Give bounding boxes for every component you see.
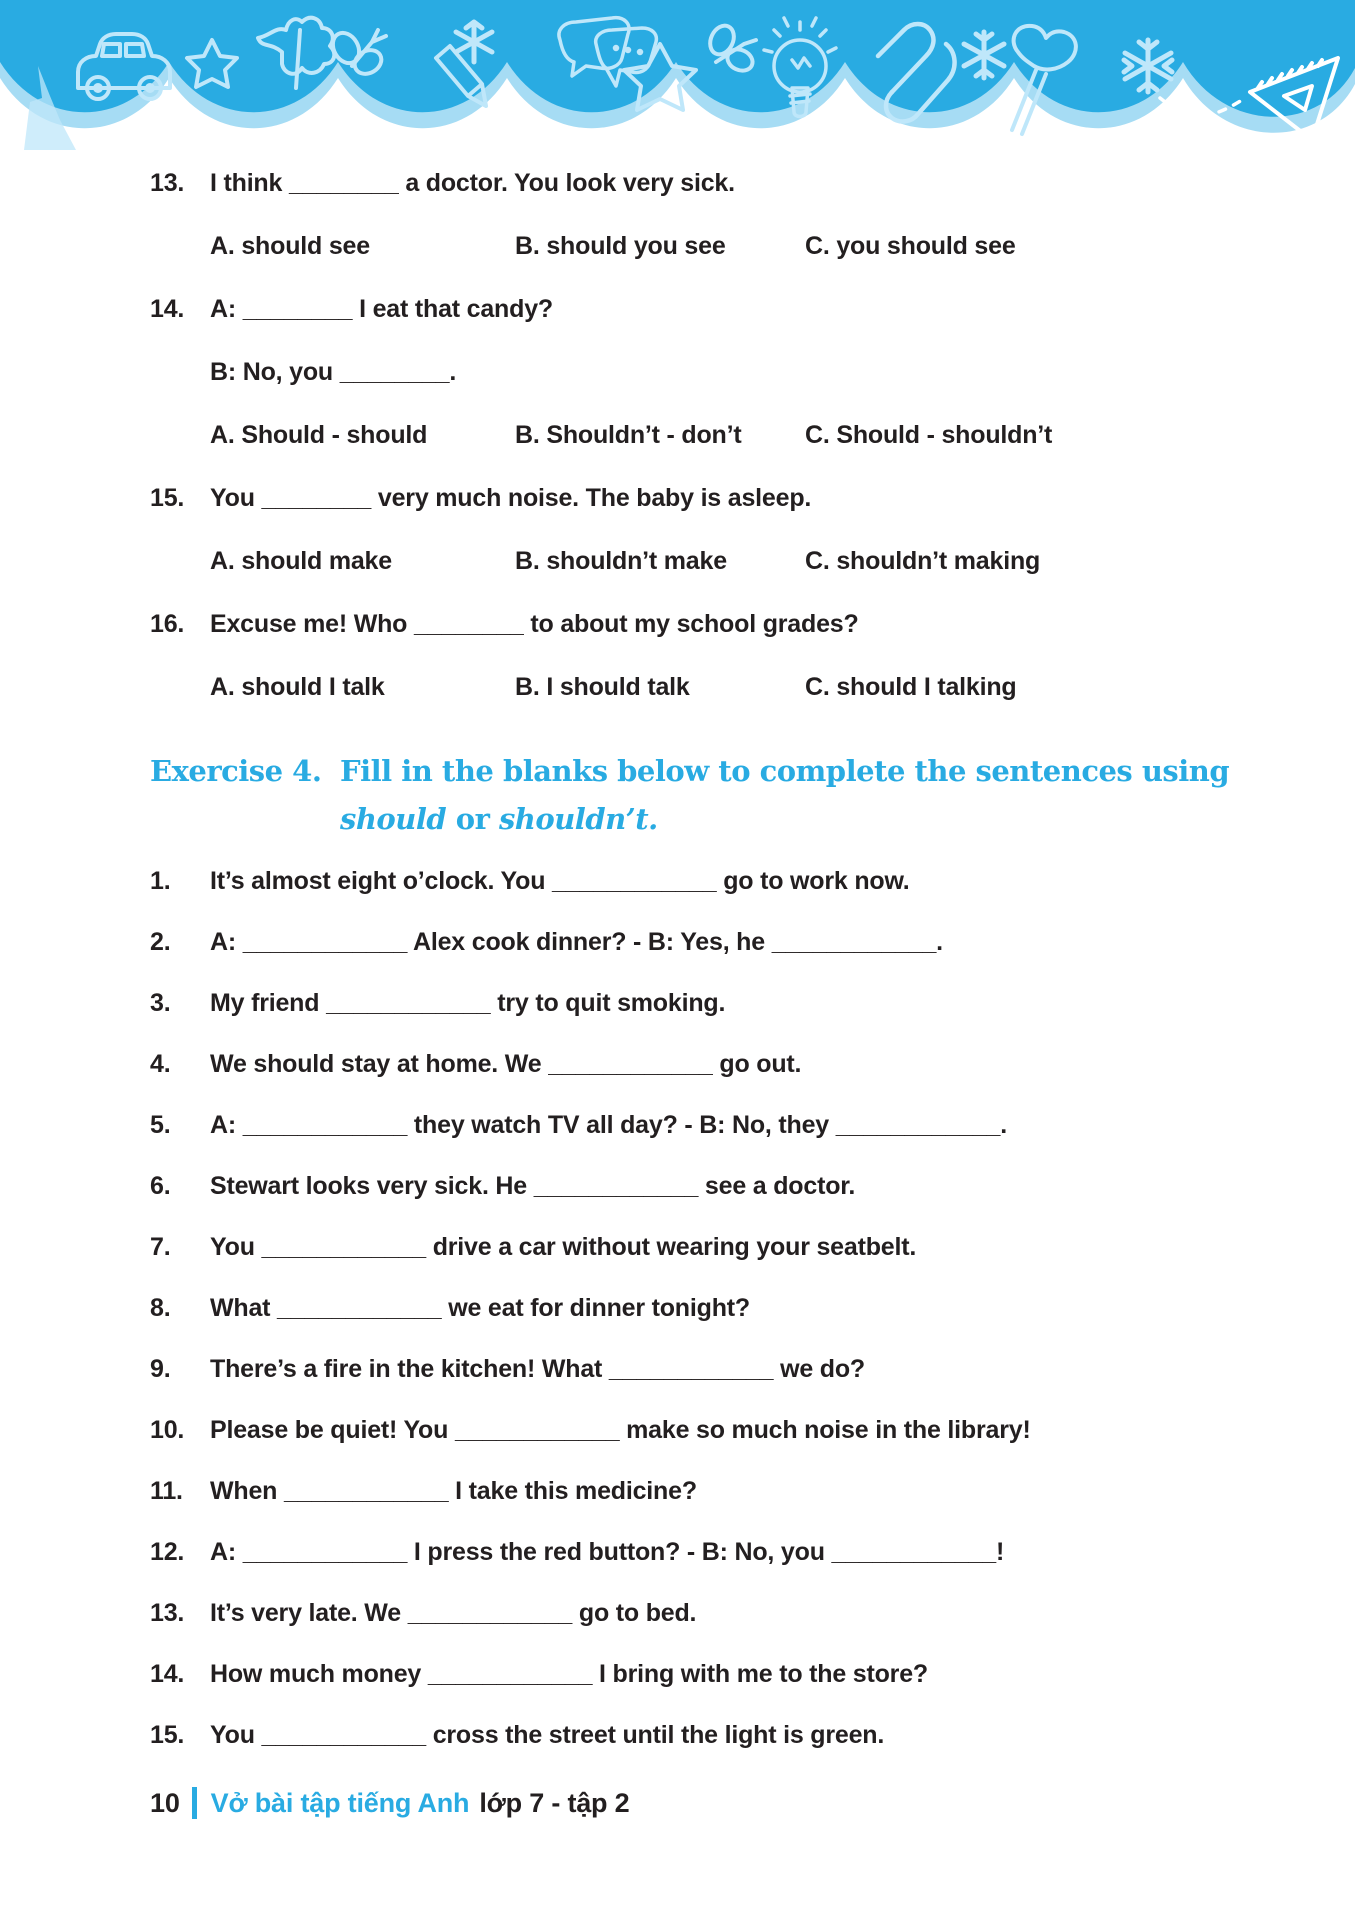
butterfly-icon (706, 22, 756, 75)
question-14-line-2 (150, 341, 1355, 404)
item-number: 6. (150, 1172, 171, 1200)
item-number: 1. (150, 867, 171, 895)
item-text: You ____________ cross the street until the light is green. (210, 1721, 885, 1749)
question-14 (150, 278, 1355, 341)
header-banner (0, 0, 1355, 150)
item-text: It’s almost eight o’clock. You ____________ go to work now. (210, 867, 910, 895)
star-icon (624, 44, 696, 110)
item-text: My friend ____________ try to quit smoking. (210, 989, 726, 1017)
item-text: There’s a fire in the kitchen! What ____________ we do? (210, 1355, 865, 1383)
question-13 (150, 152, 1355, 215)
item-number: 15. (150, 1721, 185, 1749)
exercise-heading (150, 747, 1355, 843)
exercise-item-11 (150, 1461, 1355, 1522)
item-text: A: ____________ they watch TV all day? - B: No, they ____________. (210, 1111, 1007, 1139)
item-number: 14. (150, 1660, 185, 1688)
maple-leaf-icon (258, 18, 334, 88)
item-text: How much money ____________ I bring with me to the store? (210, 1660, 928, 1688)
butterfly-icon (328, 28, 386, 78)
item-text: What ____________ we eat for dinner tonight? (210, 1294, 750, 1322)
item-text: Please be quiet! You ____________ make so much noise in the library! (210, 1416, 1031, 1444)
item-number: 13. (150, 1599, 185, 1627)
heart-lollipop-icon (1012, 26, 1076, 134)
band (0, 0, 1355, 117)
exercise-item-5 (150, 1095, 1355, 1156)
exercise-item-7 (150, 1217, 1355, 1278)
question-15 (150, 467, 1355, 530)
exercise-4-section (150, 747, 1355, 1766)
item-text: It’s very late. We ____________ go to bed. (210, 1599, 697, 1627)
option-c: C. you should see (805, 232, 1016, 260)
item-number: 5. (150, 1111, 171, 1139)
page-number: 10 (150, 1787, 180, 1818)
item-text: When ____________ I take this medicine? (210, 1477, 697, 1505)
question-text: Excuse me! Who ________ to about my school grades? (210, 610, 859, 638)
question-number: 15. (150, 484, 185, 512)
mcq-section (150, 152, 1355, 719)
footer-divider (192, 1787, 197, 1819)
option-c: C. Should - shouldn’t (805, 421, 1053, 449)
page-content (0, 152, 1355, 1824)
option-b: B. I should talk (515, 673, 690, 701)
exercise-item-13 (150, 1583, 1355, 1644)
item-number: 10. (150, 1416, 185, 1444)
question-text: I think ________ a doctor. You look very sick. (210, 169, 735, 197)
emphasis-shouldnt: shouldn’t. (498, 802, 658, 836)
question-text: A: ________ I eat that candy? (210, 295, 553, 323)
exercise-instruction (340, 747, 1229, 843)
tower-icon (0, 66, 150, 150)
exercise-item-4 (150, 1034, 1355, 1095)
exercise-item-12 (150, 1522, 1355, 1583)
item-number: 9. (150, 1355, 171, 1383)
option-b: B. should you see (515, 232, 726, 260)
option-b: B. shouldn’t make (515, 547, 727, 575)
question-number: 13. (150, 169, 185, 197)
option-a: A. should I talk (210, 673, 385, 701)
item-number: 4. (150, 1050, 171, 1078)
pencil-icon (436, 46, 486, 106)
snowflake-icon (1124, 40, 1172, 92)
page-footer (150, 1782, 1355, 1824)
set-square-icon (1250, 58, 1338, 140)
item-text: A: ____________ Alex cook dinner? - B: Yes, he ____________. (210, 928, 943, 956)
exercise-item-9 (150, 1339, 1355, 1400)
exercise-item-14 (150, 1644, 1355, 1705)
question-15-options (210, 530, 1355, 593)
item-number: 3. (150, 989, 171, 1017)
exercise-item-2 (150, 912, 1355, 973)
exercise-items (150, 851, 1355, 1766)
exercise-item-10 (150, 1400, 1355, 1461)
conjunction: or (446, 802, 499, 836)
exercise-item-6 (150, 1156, 1355, 1217)
car-icon (78, 34, 170, 99)
question-text: B: No, you ________. (210, 358, 457, 386)
item-text: A: ____________ I press the red button? - B: No, you ____________! (210, 1538, 1005, 1566)
emphasis-should: should (340, 802, 447, 836)
lightbulb-icon (764, 18, 836, 117)
instruction-line-2 (340, 795, 1229, 843)
question-14-options (210, 404, 1355, 467)
item-number: 7. (150, 1233, 171, 1261)
option-a: A. Should - should (210, 421, 428, 449)
exercise-item-15 (150, 1705, 1355, 1766)
exercise-item-3 (150, 973, 1355, 1034)
exercise-item-8 (150, 1278, 1355, 1339)
question-16 (150, 593, 1355, 656)
question-16-options (210, 656, 1355, 719)
question-13-options (210, 215, 1355, 278)
paperclip-icon (878, 24, 955, 121)
book-volume: lớp 7 - tập 2 (479, 1787, 630, 1818)
item-text: You ____________ drive a car without wearing your seatbelt. (210, 1233, 917, 1261)
option-c: C. shouldn’t making (805, 547, 1041, 575)
question-number: 16. (150, 610, 185, 638)
item-number: 11. (150, 1477, 183, 1505)
item-number: 12. (150, 1538, 185, 1566)
question-number: 14. (150, 295, 185, 323)
snowflake-icon (456, 22, 492, 62)
dashed-line (1160, 98, 1242, 116)
item-text: Stewart looks very sick. He ____________ see a doctor. (210, 1172, 856, 1200)
option-b: B. Shouldn’t - don’t (515, 421, 742, 449)
scallop-border (0, 0, 1355, 133)
item-text: We should stay at home. We ____________ go out. (210, 1050, 802, 1078)
item-number: 2. (150, 928, 171, 956)
book-title: Vở bài tập tiếng Anh (210, 1787, 470, 1818)
snowflake-icon (964, 32, 1004, 78)
option-c: C. should I talking (805, 673, 1017, 701)
chat-bubbles-icon (559, 18, 656, 86)
item-number: 8. (150, 1294, 171, 1322)
option-a: A. should make (210, 547, 392, 575)
star-icon (187, 40, 237, 87)
header-banner-art (0, 0, 1355, 150)
exercise-item-1 (150, 851, 1355, 912)
instruction-line-1: Fill in the blanks below to complete the sentences using (340, 754, 1230, 788)
exercise-label: Exercise 4. (150, 754, 322, 788)
question-text: You ________ very much noise. The baby is asleep. (210, 484, 812, 512)
option-a: A. should see (210, 232, 370, 260)
